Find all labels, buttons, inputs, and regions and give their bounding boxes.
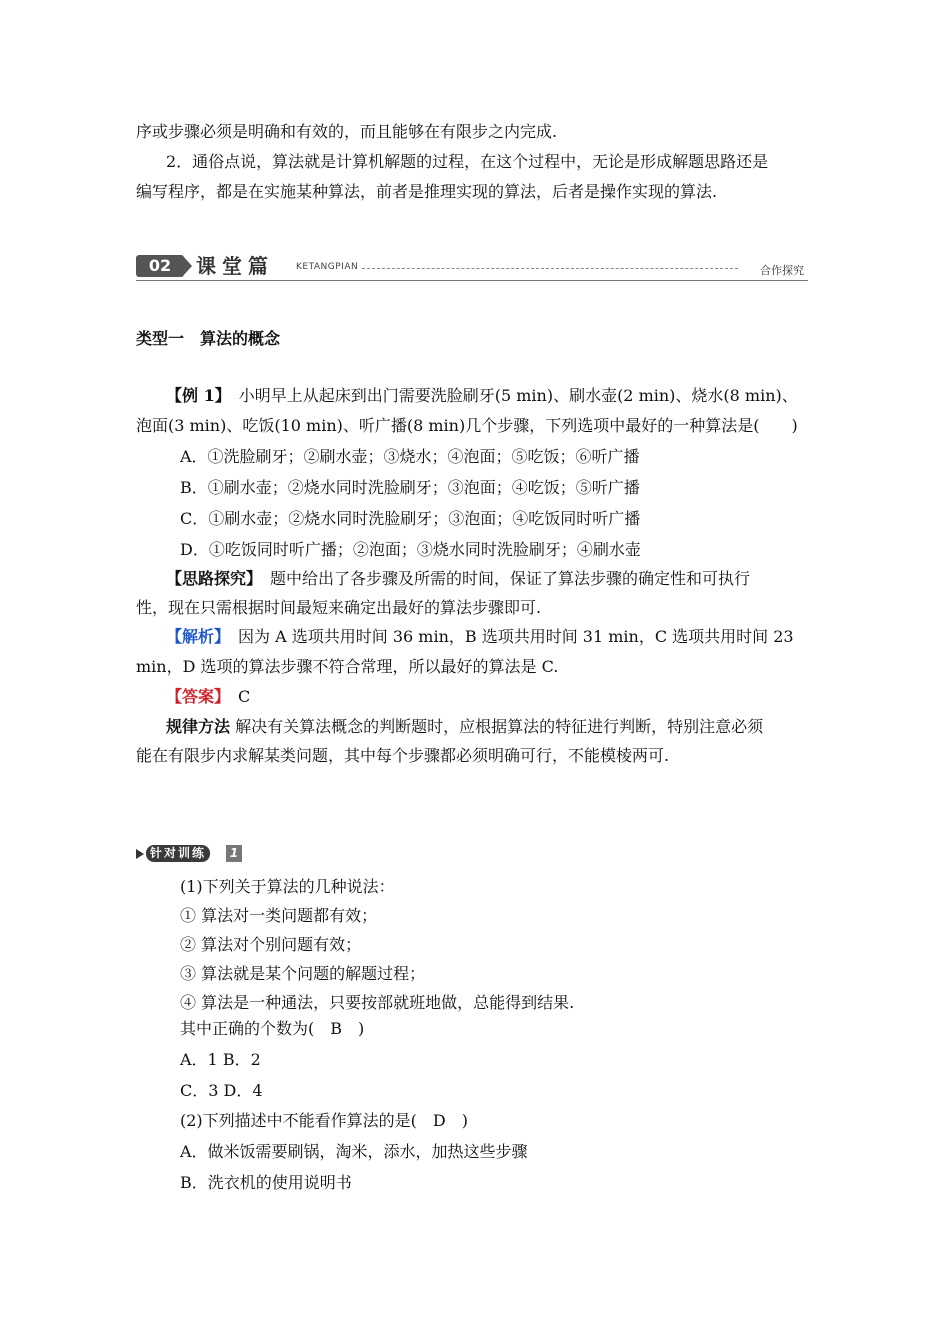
- method-tag: 规律方法: [166, 717, 231, 736]
- option-d: D．①吃饭同时听广播；②泡面；③烧水同时洗脸刷牙；④刷水壶: [180, 540, 641, 559]
- practice-item-4: ④ 算法是一种通法，只要按部就班地做，总能得到结果.: [180, 993, 575, 1012]
- method-text-1: 解决有关算法概念的判断题时，应根据算法的特征进行判断，特别注意必须: [230, 717, 764, 736]
- banner-dashed-line: [362, 268, 738, 269]
- practice-q1-tail: 其中正确的个数为( B ): [180, 1019, 365, 1038]
- practice-item-2: ② 算法对个别问题有效；: [180, 935, 362, 954]
- practice-q2: (2)下列描述中不能看作算法的是( D ): [180, 1111, 468, 1130]
- section-title: 课堂篇: [196, 254, 274, 278]
- practice-q1-options-2: C．3 D．4: [180, 1081, 263, 1100]
- section-banner: [136, 252, 808, 282]
- answer-line: [166, 686, 846, 708]
- answer-tag: 【答案】: [166, 687, 223, 706]
- think-tag: 【思路探究】: [166, 569, 255, 588]
- practice-q2-option-b: B．洗衣机的使用说明书: [180, 1173, 352, 1192]
- option-a: A．①洗脸刷牙；②刷水壶；③烧水；④泡面；⑤吃饭；⑥听广播: [180, 447, 640, 466]
- practice-q1: (1)下列关于算法的几种说法：: [180, 877, 395, 896]
- example-text-1: 小明早上从起床到出门需要洗脸刷牙(5 min)、刷水壶(2 min)、烧水(8 min)、: [222, 386, 798, 405]
- analysis-tag: 【解析】: [166, 627, 223, 646]
- section-number-badge: 02: [136, 255, 184, 277]
- intro-line-2: 2．通俗点说，算法就是计算机解题的过程，在这个过程中，无论是形成解题思路还是: [166, 152, 769, 171]
- example-line-1: [166, 385, 846, 407]
- option-c: C．①刷水壶；②烧水同时洗脸刷牙；③泡面；④吃饭同时听广播: [180, 509, 641, 528]
- section-subtitle: KETANGPIAN: [296, 262, 359, 272]
- banner-right-label: 合作探究: [760, 264, 804, 277]
- think-line-1: [166, 568, 846, 590]
- example-line-2: 泡面(3 min)、吃饭(10 min)、听广播(8 min)几个步骤，下列选项中最好的一种算法是( ): [136, 416, 798, 435]
- analysis-text-1: 因为 A 选项共用时间 36 min，B 选项共用时间 31 min，C 选项共用时间 23: [222, 627, 794, 646]
- type-heading: 类型一 算法的概念: [136, 329, 281, 348]
- practice-q2-option-a: A．做米饭需要刷锅，淘米，添水，加热这些步骤: [180, 1142, 528, 1161]
- badge-arrow-shape: [182, 255, 192, 277]
- method-line-1: [166, 716, 846, 738]
- analysis-line-2: min，D 选项的算法步骤不符合常理，所以最好的算法是 C.: [136, 657, 559, 676]
- practice-item-3: ③ 算法就是某个问题的解题过程；: [180, 964, 426, 983]
- intro-line-1: 序或步骤必须是明确和有效的，而且能够在有限步之内完成.: [136, 122, 558, 141]
- practice-q1-options-1: A．1 B．2: [180, 1050, 261, 1069]
- think-line-2: 性，现在只需根据时间最短来确定出最好的算法步骤即可.: [136, 598, 542, 617]
- practice-item-1: ① 算法对一类问题都有效；: [180, 906, 378, 925]
- banner-underline: [136, 280, 808, 281]
- arrow-right-icon: [136, 849, 144, 859]
- answer-text: C: [222, 687, 251, 706]
- intro-line-3: 编写程序，都是在实施某种算法，前者是推理实现的算法，后者是操作实现的算法.: [136, 182, 718, 201]
- method-line-2: 能在有限步内求解某类问题，其中每个步骤都必须明确可行，不能模棱两可.: [136, 746, 670, 765]
- think-text-1: 题中给出了各步骤及所需的时间，保证了算法步骤的确定性和可执行: [254, 569, 751, 588]
- example-tag: 【例 1】: [166, 386, 223, 405]
- practice-number: 1: [226, 845, 242, 862]
- analysis-line-1: [166, 626, 846, 648]
- practice-label: 针对训练: [146, 845, 210, 862]
- option-b: B．①刷水壶；②烧水同时洗脸刷牙；③泡面；④吃饭；⑤听广播: [180, 478, 640, 497]
